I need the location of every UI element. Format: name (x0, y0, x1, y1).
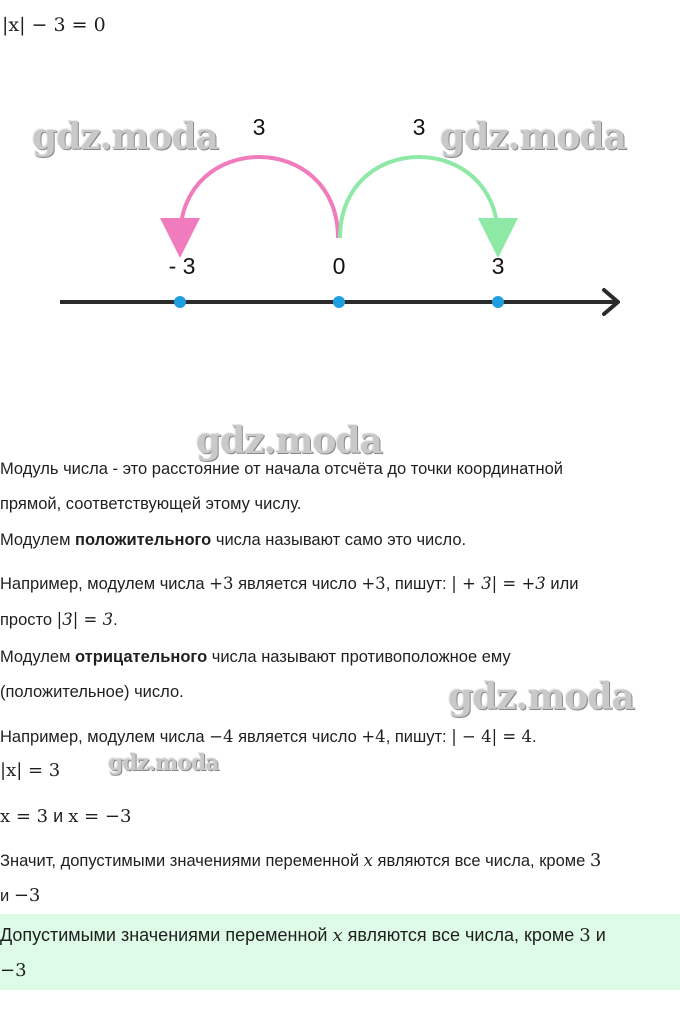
negative-rule-pre: Модулем (0, 648, 75, 666)
ne-math-3: | − 4| = 4 (451, 727, 532, 746)
watermark-1: gdz.moda (32, 116, 218, 158)
definition-line-1: Модуль числа - это расстояние от начала отсчёта до точки координатной (0, 460, 563, 478)
negative-rule-line-1 (0, 647, 511, 667)
right-jump-arc (340, 157, 498, 238)
answer-text-b: являются все числа, кроме (342, 925, 580, 945)
point-label-zero: 0 (332, 253, 346, 279)
ne-text-b: является число (233, 728, 362, 746)
equation-title: |x| − 3 = 0 (2, 14, 106, 36)
pe-text-c: , пишут: (385, 575, 452, 593)
ne-math-1: −4 (209, 727, 234, 746)
watermark-2: gdz.moda (440, 116, 626, 158)
watermark-3: gdz.moda (196, 420, 382, 462)
pe-text-a: Например, модулем числа (0, 575, 210, 593)
ne-text-d: . (531, 728, 537, 746)
ne-text-a: Например, модулем числа (0, 728, 210, 746)
number-line-diagram (0, 60, 680, 350)
positive-example-line-2 (0, 610, 118, 630)
conclusion-line-2 (0, 886, 40, 906)
positive-rule-post: числа называют само это число. (211, 531, 467, 549)
answer-box (0, 914, 680, 990)
right-jump-label: 3 (412, 114, 426, 140)
answer-text-a: Допустимыми значениями переменной (0, 925, 333, 945)
point-three (492, 296, 504, 308)
solution-1: x = 3 (0, 806, 49, 827)
solution-and: и (48, 806, 69, 826)
left-jump-arc (180, 157, 338, 238)
ne-text-c: , пишут: (385, 728, 452, 746)
equation-solutions (0, 806, 131, 827)
positive-rule (0, 530, 466, 550)
negative-rule-line-2: (положительное) число. (0, 683, 184, 701)
point-label-minus-three: - 3 (168, 253, 196, 279)
conclusion2-math: −3 (13, 885, 41, 906)
answer-line-1 (0, 925, 606, 946)
pe-math-1: +3 (209, 574, 234, 593)
watermark-5: gdz.moda (108, 750, 219, 776)
ne-math-2: +4 (361, 727, 386, 746)
pe-math-3: | + 3| = +3 (451, 574, 546, 593)
answer-and: и (590, 925, 606, 945)
definition-line-2: прямой, соответствующей этому числу. (0, 495, 302, 513)
negative-rule-bold: отрицательного (75, 648, 208, 666)
conclusion-three: 3 (589, 850, 602, 871)
pe-math-2: +3 (361, 574, 386, 593)
negative-example (0, 727, 537, 747)
equation-abs-x-equals-3: |x| = 3 (0, 760, 61, 781)
pe-text-b: является число (233, 575, 362, 593)
pe-text-d: или (545, 575, 579, 593)
pe2-text-b: . (113, 611, 118, 629)
point-zero (333, 296, 345, 308)
pe2-math: |3| = 3 (56, 610, 114, 629)
answer-line-2: −3 (0, 960, 27, 981)
watermark-4: gdz.moda (448, 676, 634, 718)
point-label-three: 3 (491, 253, 505, 279)
positive-rule-pre: Модулем (0, 531, 75, 549)
conclusion-text-b: являются все числа, кроме (372, 852, 590, 870)
answer-var-x: x (332, 925, 343, 946)
solution-2: x = −3 (68, 806, 132, 827)
answer-three: 3 (579, 925, 591, 946)
left-jump-label: 3 (252, 114, 266, 140)
point-minus-three (174, 296, 186, 308)
negative-rule-post: числа называют противоположное ему (207, 648, 511, 666)
positive-rule-bold: положительного (75, 531, 212, 549)
conclusion2-text: и (0, 887, 14, 905)
conclusion-text-a: Значит, допустимыми значениями переменной (0, 852, 364, 870)
conclusion-var-x: x (363, 851, 373, 870)
positive-example-line-1 (0, 574, 578, 594)
pe2-text-a: просто (0, 611, 57, 629)
conclusion-line-1 (0, 851, 601, 871)
